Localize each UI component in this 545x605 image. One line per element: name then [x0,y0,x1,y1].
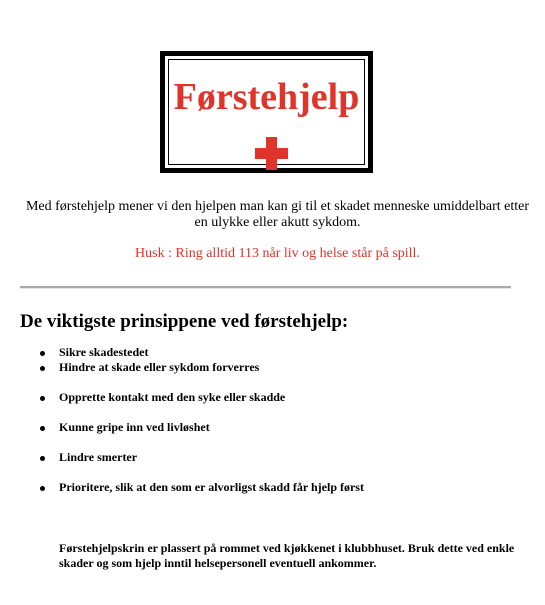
cross-horizontal-bar [255,148,288,159]
first-aid-kit-note: Førstehjelpskrin er plassert på rommet ved kjøkkenet i klubbhuset. Bruk dette ved enkle skader og som hjelp inntil helsepersonell eventuell ankommer. [59,541,515,570]
section-divider [20,286,511,289]
logo-inner-frame [168,59,365,165]
emergency-warning: Husk : Ring alltid 113 når liv og helse står på spill. [135,246,420,261]
list-item: Sikre skadestedet [40,345,364,360]
list-item: Lindre smerter [40,450,364,465]
list-item: Opprette kontakt med den syke eller skadde [40,390,364,405]
intro-paragraph: Med førstehjelp mener vi den hjelpen man kan gi til et skadet menneske umiddelbart etter en ulykke eller akutt sykdom. [25,199,530,230]
first-aid-logo [160,51,373,173]
principles-heading: De viktigste prinsippene ved førstehjelp: [20,311,349,332]
list-item: Prioritere, slik at den som er alvorligst skadd får hjelp først [40,480,364,495]
principles-list [40,345,364,495]
list-item: Kunne gripe inn ved livløshet [40,420,364,435]
logo-title: Førstehjelp [173,76,360,118]
list-item: Hindre at skade eller sykdom forverres [40,360,364,375]
red-cross-icon [255,137,288,170]
